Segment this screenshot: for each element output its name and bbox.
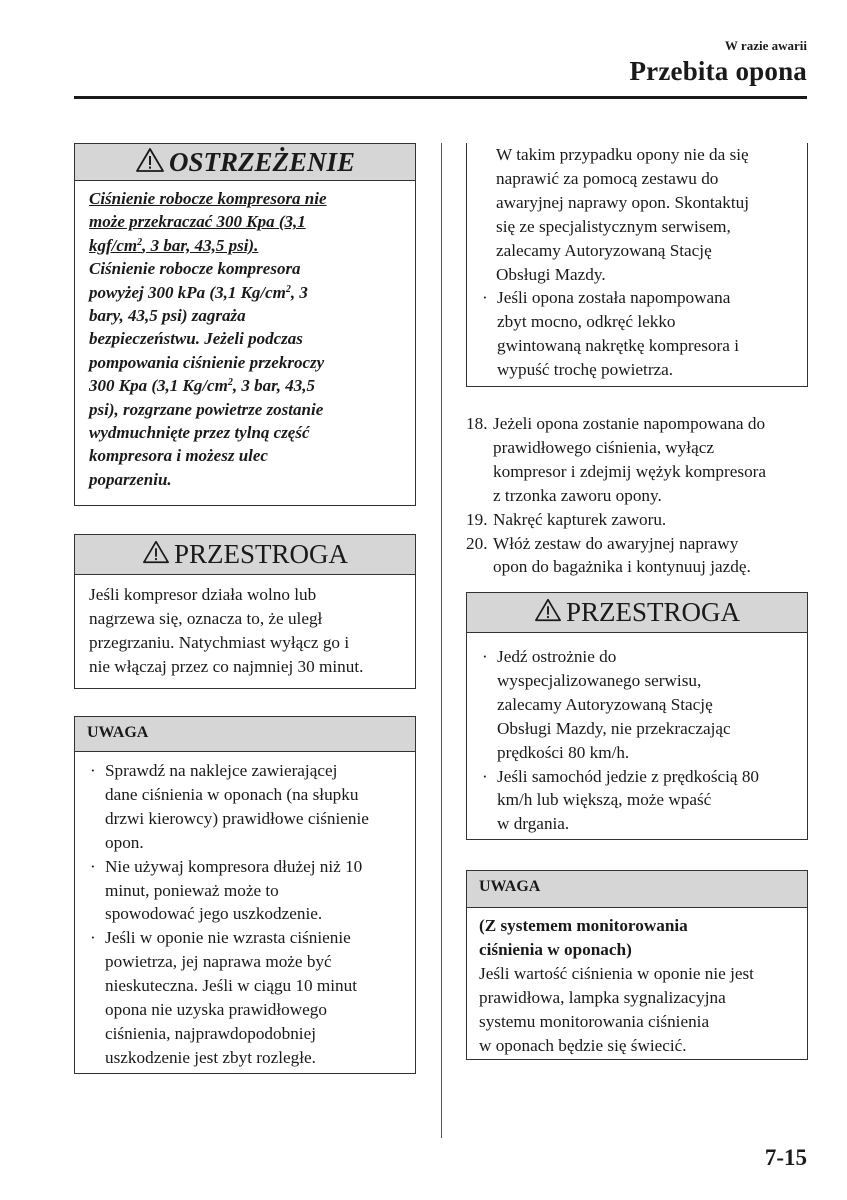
caution-line: przegrzaniu. Natychmiast wyłącz go i (89, 632, 350, 652)
caution-box (74, 534, 416, 689)
note-box-header: UWAGA (467, 871, 807, 908)
warning-title: OSTRZEŻENIE (168, 146, 356, 177)
warning-triangle-icon (534, 597, 566, 628)
warning-line: 300 Kpa (3,1 $Kg/cm^2$, 3 bar, 43,5 (89, 376, 316, 396)
warning-line: bezpieczeństwu. Jeżeli podczas (89, 329, 303, 349)
step-item: 18. Jeżeli opona zostanie napompowana do prawidłowego ciśnienia, wyłącz kompresor i zdejmij wężyk kompresora z trzonka zaworu opony. (466, 414, 767, 505)
text-line: naprawić za pomocą zestawu do (496, 168, 719, 188)
list-item: · Sprawdź na naklejce zawierającej dane ciśnienia w oponach (na słupku drzwi kierowcy) prawidłowe ciśnienie opon. (90, 761, 369, 852)
warning-box (74, 143, 416, 506)
warning-line: kgf/$cm^2$, 3 bar, 43,5 psi). (89, 235, 259, 255)
list-item: · Jedź ostrożnie do wyspecjalizowanego serwisu, zalecamy Autoryzowaną Stację Obsługi Mazdy, nie przekraczając prędkości 80 km/h. (482, 647, 731, 762)
note-continuation-box (466, 143, 808, 387)
text-line: zalecamy Autoryzowaną Stację (496, 240, 712, 260)
list-item: · Jeśli opona została napompowana zbyt mocno, odkręć lekko gwintowaną nakrętkę kompresora i wypuść trochę powietrza. (482, 288, 739, 380)
warning-triangle-icon (135, 147, 169, 178)
caution-line: Jeśli kompresor działa wolno lub (89, 585, 317, 604)
note-box (74, 716, 416, 1074)
warning-line: może przekraczać 300 Kpa (3,1 (89, 212, 306, 232)
warning-line: bary, 43,5 psi) zagraża (89, 306, 246, 326)
caution-box-header (467, 593, 807, 633)
list-item: · Nie używaj kompresora dłużej niż 10 minut, ponieważ może to spowodować jego uszkodzenie. (90, 856, 363, 924)
text-line: systemu monitorowania ciśnienia (479, 1011, 710, 1031)
header-rule (74, 96, 807, 99)
caution-text (75, 575, 415, 679)
warning-line: Ciśnienie robocze kompresora nie (89, 189, 327, 208)
warning-line: powyżej 300 kPa (3,1 $Kg/cm^2$, 3 (89, 282, 308, 302)
caution-list (467, 633, 807, 836)
caution-line: nagrzewa się, oznacza to, że uległ (89, 608, 323, 628)
text-line: prawidłowa, lampka sygnalizacyjna (479, 987, 726, 1007)
note-subtitle: ciśnienia w oponach) (479, 939, 632, 959)
caution-title: PRZESTROGA (173, 539, 349, 569)
caution-box-header (75, 535, 415, 575)
text-line: Obsługi Mazdy. (496, 264, 606, 284)
text-line: awaryjnej naprawy opon. Skontaktuj (496, 192, 749, 212)
warning-line: kompresora i możesz ulec (89, 446, 268, 466)
caution-box (466, 592, 808, 840)
warning-box-header (75, 144, 415, 181)
note-list (75, 752, 415, 1070)
steps-list (466, 412, 816, 579)
text-line: w oponach będzie się świecić. (479, 1035, 687, 1055)
caution-title: PRZESTROGA (565, 597, 741, 627)
section-label: W razie awarii (724, 38, 807, 53)
warning-text (75, 181, 415, 491)
caution-line: nie włączaj przez co najmniej 30 minut. (89, 656, 364, 676)
note-text (467, 908, 807, 1057)
text-line: W takim przypadku opony nie da się (496, 145, 749, 164)
text-line: się ze specjalistycznym serwisem, (496, 216, 731, 236)
note-box (466, 870, 808, 1060)
note-subtitle: (Z systemem monitorowania (479, 916, 688, 935)
list-item: · Jeśli w oponie nie wzrasta ciśnienie powietrza, jej naprawa może być nieskuteczna. Jeśli w ciągu 10 minut opona nie uzyska prawidłowego ciśnienia, najprawdopodobniej uszkodzenie jest zbyt rozległe. (90, 928, 358, 1067)
page-title: Przebita opona (629, 56, 807, 86)
list-item: · Jeśli samochód jedzie z prędkością 80 km/h lub większą, może wpaść w drgania. (482, 766, 760, 834)
warning-triangle-icon (142, 539, 174, 570)
warning-line: Ciśnienie robocze kompresora (89, 259, 301, 279)
continuation-text (467, 143, 807, 382)
step-item: 19. Nakręć kapturek zaworu. (466, 509, 667, 529)
warning-line: poparzeniu. (89, 469, 172, 489)
page-number: 7-15 (764, 1145, 807, 1170)
step-item: 20. Włóż zestaw do awaryjnej naprawy opon do bagażnika i kontynuuj jazdę. (466, 533, 751, 577)
warning-line: psi), rozgrzane powietrze zostanie (89, 399, 324, 419)
warning-line: pompowania ciśnienie przekroczy (89, 352, 325, 372)
column-divider (441, 143, 442, 1138)
note-box-header: UWAGA (75, 717, 415, 752)
warning-line: wydmuchnięte przez tylną część (89, 423, 310, 443)
text-line: Jeśli wartość ciśnienia w oponie nie jest (479, 963, 754, 983)
